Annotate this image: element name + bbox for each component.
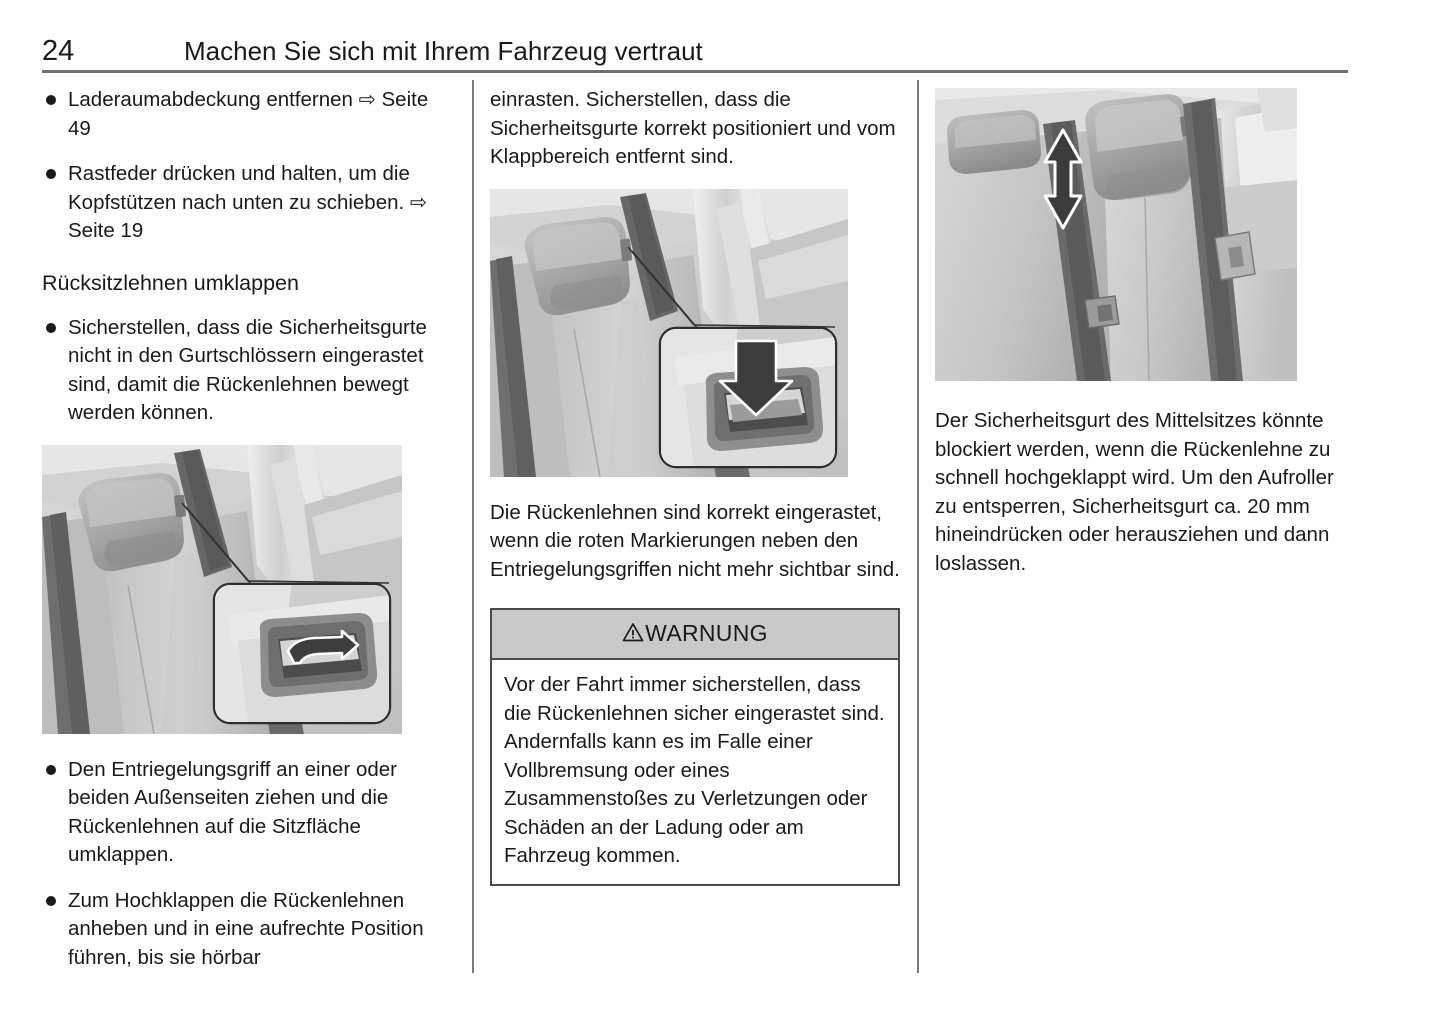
page-title: Machen Sie sich mit Ihrem Fahrzeug vertraut [184,36,703,66]
figure-seatback-release-handle-svg [42,445,402,734]
bullet-dot-icon [46,765,56,775]
list-item-text: Laderaumabdeckung entfernen ⇨ Seite 49 [68,88,429,140]
list-item [42,887,452,973]
header-divider [42,70,1348,73]
warning-triangle-icon [622,620,644,648]
figure-rear-bench-belt-svg [935,88,1297,381]
latch-confirmation-paragraph: Die Rückenlehnen sind korrekt eingerastet, wenn die roten Markierungen neben den Entriegelungsgriffen nicht mehr sichtbar sind. [490,500,900,581]
column-one [42,86,452,989]
figure-seatback-latch [490,189,848,477]
list-item-text: Den Entriegelungsgriff an einer oder beiden Außenseiten ziehen und die Rückenlehnen auf die Sitzfläche umklappen. [68,757,397,866]
bullet-dot-icon [46,95,56,105]
list-item-text: Zum Hochklappen die Rückenlehnen anheben und in eine aufrechte Position führen, bis sie hörbar [68,888,424,969]
page-header [42,34,1348,74]
list-item [42,160,452,246]
figure-seatback-latch-svg [490,189,848,477]
bullet-dot-icon [46,169,56,179]
continued-paragraph: einrasten. Sicherstellen, dass die Sicherheitsgurte korrekt positioniert und vom Klappbereich entfernt sind. [490,88,896,168]
list-item [42,86,452,143]
list-item-text: Rastfeder drücken und halten, um die Kopfstützen nach unten zu schieben. ⇨ Seite 19 [68,162,428,242]
bullet-dot-icon [46,896,56,906]
figure-seatback-release-handle [42,445,402,734]
list-item [42,314,452,428]
column-two [490,86,900,886]
bullet-dot-icon [46,323,56,333]
column-divider-1 [472,80,474,973]
list-item [42,756,452,870]
warning-box [490,608,900,886]
section-heading: Rücksitzlehnen umklappen [42,270,299,295]
column-divider-2 [917,80,919,973]
warning-header [492,610,898,660]
list-item-text: Sicherstellen, dass die Sicherheitsgurte nicht in den Gurtschlössern eingerastet sind, damit die Rückenlehnen bewegt werden können. [68,315,427,424]
warning-body: Vor der Fahrt immer sicherstellen, dass die Rückenlehnen sicher eingerastet sind. Andernfalls kann es im Falle einer Vollbremsung oder eines Zusammenstoßes zu Verletzungen oder Schäden an der Ladung oder am Fahrzeug kommen. [504,673,885,867]
column-three [935,86,1345,578]
page-number: 24 [42,35,75,67]
figure-rear-bench-belt [935,88,1297,381]
figure-inset-detail [214,584,390,723]
figure-inset-detail [660,328,836,467]
belt-retractor-paragraph: Der Sicherheitsgurt des Mittelsitzes könnte blockiert werden, wenn die Rückenlehne zu schnell hochgeklappt wird. Um den Aufroller zu entsperren, Sicherheitsgurt ca. 20 mm hineindrücken oder herausziehen und dann loslassen. [935,409,1334,575]
warning-title: WARNUNG [645,620,768,646]
